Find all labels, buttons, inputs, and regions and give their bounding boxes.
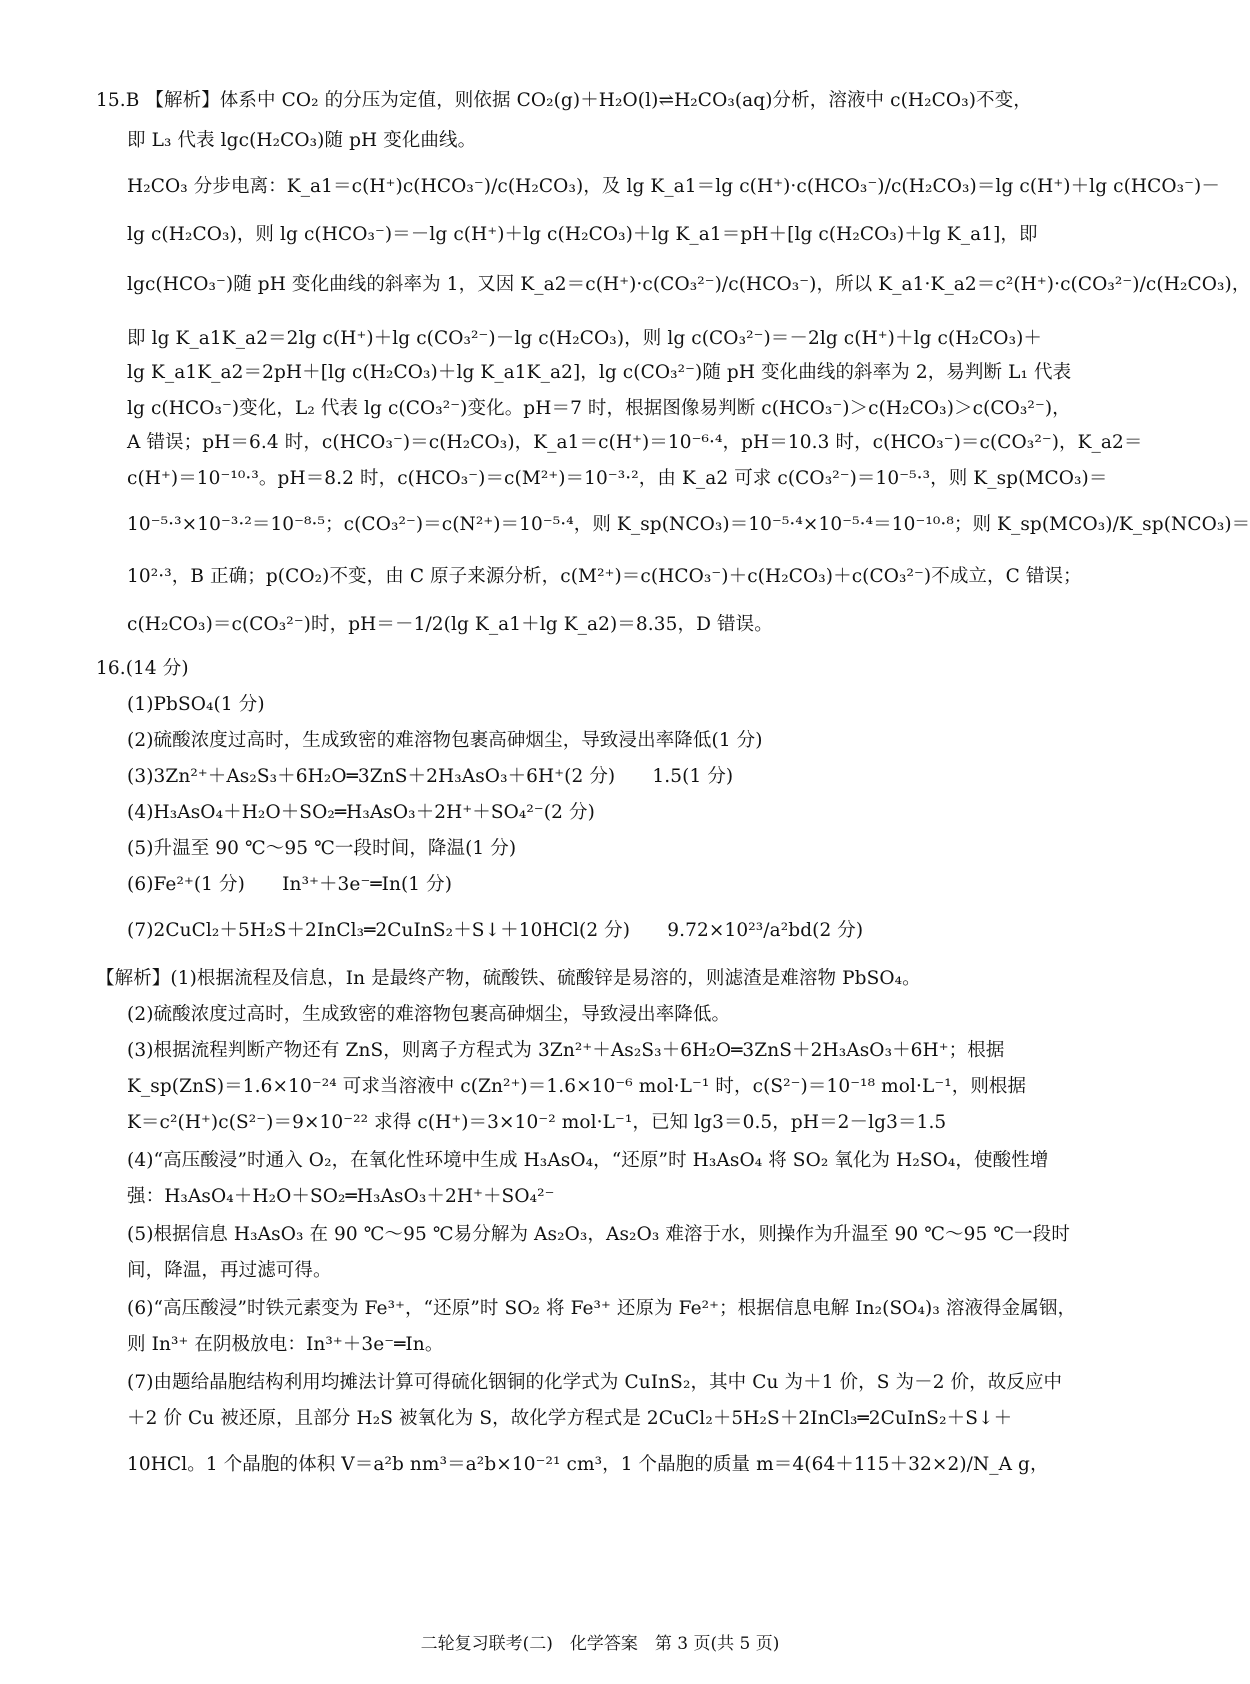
q15-line: 即 lg K_a1K_a2＝2lg c(H⁺)＋lg c(CO₃²⁻)－lg c(H₂CO₃)，则 lg c(CO₃²⁻)＝－2lg c(H⁺)＋lg c(H₂CO₃)＋ (127, 328, 1043, 349)
page-footer: 二轮复习联考(二) 化学答案 第 3 页(共 5 页) (420, 1634, 780, 1654)
q16-answer: (2)硫酸浓度过高时，生成致密的难溶物包裹高砷烟尘，导致浸出率降低(1 分) (127, 730, 763, 751)
q16-answer: (6)Fe²⁺(1 分) In³⁺＋3e⁻═In(1 分) (127, 874, 453, 895)
q16-analysis-line: K＝c²(H⁺)c(S²⁻)＝9×10⁻²² 求得 c(H⁺)＝3×10⁻² mol·L⁻¹，已知 lg3＝0.5，pH＝2－lg3＝1.5 (127, 1112, 947, 1133)
q15-line: 10⁻⁵·³×10⁻³·²＝10⁻⁸·⁵；c(CO₃²⁻)＝c(N²⁺)＝10⁻⁵·⁴，则 K_sp(NCO₃)＝10⁻⁵·⁴×10⁻⁵·⁴＝10⁻¹⁰·⁸；则 K_sp(MCO₃)/K_sp(NCO₃)＝ (127, 514, 1250, 535)
q15-line: 即 L₃ 代表 lgc(H₂CO₃)随 pH 变化曲线。 (127, 130, 477, 151)
q16-analysis-line: (5)根据信息 H₃AsO₃ 在 90 ℃～95 ℃易分解为 As₂O₃，As₂O₃ 难溶于水，则操作为升温至 90 ℃～95 ℃一段时 (127, 1224, 1070, 1245)
q15-line: 10²·³，B 正确；p(CO₂)不变，由 C 原子来源分析，c(M²⁺)＝c(HCO₃⁻)＋c(H₂CO₃)＋c(CO₃²⁻)不成立，C 错误； (127, 566, 1082, 587)
q15-line: c(H⁺)＝10⁻¹⁰·³。pH＝8.2 时，c(HCO₃⁻)＝c(M²⁺)＝10⁻³·²，由 K_a2 可求 c(CO₃²⁻)＝10⁻⁵·³，则 K_sp(MCO₃)＝ (127, 468, 1108, 489)
q15-line: 15.B 【解析】体系中 CO₂ 的分压为定值，则依据 CO₂(g)＋H₂O(l)⇌H₂CO₃(aq)分析，溶液中 c(H₂CO₃)不变， (96, 90, 1032, 111)
q16-analysis-line: (7)由题给晶胞结构利用均摊法计算可得硫化铟铜的化学式为 CuInS₂，其中 Cu 为＋1 价，S 为－2 价，故反应中 (127, 1372, 1063, 1393)
q16-analysis-line: 间，降温，再过滤可得。 (127, 1260, 332, 1281)
q16-analysis-line: K_sp(ZnS)＝1.6×10⁻²⁴ 可求当溶液中 c(Zn²⁺)＝1.6×10⁻⁶ mol·L⁻¹ 时，c(S²⁻)＝10⁻¹⁸ mol·L⁻¹，则根据 (127, 1076, 1027, 1097)
q16-analysis-line: 10HCl。1 个晶胞的体积 V＝a²b nm³＝a²b×10⁻²¹ cm³，1 个晶胞的质量 m＝4(64＋115＋32×2)/N_A g， (127, 1454, 1049, 1475)
q15-line: lgc(HCO₃⁻)随 pH 变化曲线的斜率为 1，又因 K_a2＝c(H⁺)·c(CO₃²⁻)/c(HCO₃⁻)，所以 K_a1·K_a2＝c²(H⁺)·c(CO₃²⁻)/c(H₂CO₃)， (127, 274, 1250, 295)
q16-answer: (3)3Zn²⁺＋As₂S₃＋6H₂O═3ZnS＋2H₃AsO₃＋6H⁺(2 分) 1.5(1 分) (127, 766, 734, 787)
q16-answer: (1)PbSO₄(1 分) (127, 694, 265, 715)
q15-line: H₂CO₃ 分步电离：K_a1＝c(H⁺)c(HCO₃⁻)/c(H₂CO₃)，及 lg K_a1＝lg c(H⁺)·c(HCO₃⁻)/c(H₂CO₃)＝lg c(H⁺)＋lg c(HCO₃⁻)－ (127, 176, 1220, 197)
q16-answer: (7)2CuCl₂＋5H₂S＋2InCl₃═2CuInS₂＋S↓＋10HCl(2 分) 9.72×10²³/a²bd(2 分) (127, 920, 864, 941)
q16-analysis-line: 强：H₃AsO₄＋H₂O＋SO₂═H₃AsO₃＋2H⁺＋SO₄²⁻ (127, 1186, 555, 1207)
q15-line: c(H₂CO₃)＝c(CO₃²⁻)时，pH＝－1/2(lg K_a1＋lg K_a2)＝8.35，D 错误。 (127, 614, 773, 635)
q16-analysis-line: (6)“高压酸浸”时铁元素变为 Fe³⁺，“还原”时 SO₂ 将 Fe³⁺ 还原为 Fe²⁺；根据信息电解 In₂(SO₄)₃ 溶液得金属铟， (127, 1298, 1077, 1319)
q16-answer: (4)H₃AsO₄＋H₂O＋SO₂═H₃AsO₃＋2H⁺＋SO₄²⁻(2 分) (127, 802, 595, 823)
q15-line: lg c(HCO₃⁻)变化，L₂ 代表 lg c(CO₃²⁻)变化。pH＝7 时，根据图像易判断 c(HCO₃⁻)＞c(H₂CO₃)＞c(CO₃²⁻)， (127, 398, 1071, 419)
q16-answer: (5)升温至 90 ℃～95 ℃一段时间，降温(1 分) (127, 838, 517, 859)
q16-analysis-line: (3)根据流程判断产物还有 ZnS，则离子方程式为 3Zn²⁺＋As₂S₃＋6H₂O═3ZnS＋2H₃AsO₃＋6H⁺；根据 (127, 1040, 1005, 1061)
q16-analysis-line: 【解析】(1)根据流程及信息，In 是最终产物，硫酸铁、硫酸锌是易溶的，则滤渣是难溶物 PbSO₄。 (96, 968, 921, 989)
q16-analysis-line: ＋2 价 Cu 被还原，且部分 H₂S 被氧化为 S，故化学方程式是 2CuCl₂＋5H₂S＋2InCl₃═2CuInS₂＋S↓＋ (127, 1408, 1013, 1429)
q16-analysis-line: 则 In³⁺ 在阴极放电：In³⁺＋3e⁻═In。 (127, 1334, 444, 1355)
q16-analysis-line: (2)硫酸浓度过高时，生成致密的难溶物包裹高砷烟尘，导致浸出率降低。 (127, 1004, 731, 1025)
q15-line: A 错误；pH＝6.4 时，c(HCO₃⁻)＝c(H₂CO₃)，K_a1＝c(H⁺)＝10⁻⁶·⁴，pH＝10.3 时，c(HCO₃⁻)＝c(CO₃²⁻)，K_a2＝ (127, 432, 1143, 453)
q15-line: lg c(H₂CO₃)，则 lg c(HCO₃⁻)＝－lg c(H⁺)＋lg c(H₂CO₃)＋lg K_a1＝pH＋[lg c(H₂CO₃)＋lg K_a1]，即 (127, 224, 1038, 245)
q15-line: lg K_a1K_a2＝2pH＋[lg c(H₂CO₃)＋lg K_a1K_a2]，lg c(CO₃²⁻)随 pH 变化曲线的斜率为 2，易判断 L₁ 代表 (127, 362, 1072, 383)
q16-head: 16.(14 分) (96, 658, 189, 679)
q16-analysis-line: (4)“高压酸浸”时通入 O₂，在氧化性环境中生成 H₃AsO₄，“还原”时 H₃AsO₄ 将 SO₂ 氧化为 H₂SO₄，使酸性增 (127, 1150, 1049, 1171)
